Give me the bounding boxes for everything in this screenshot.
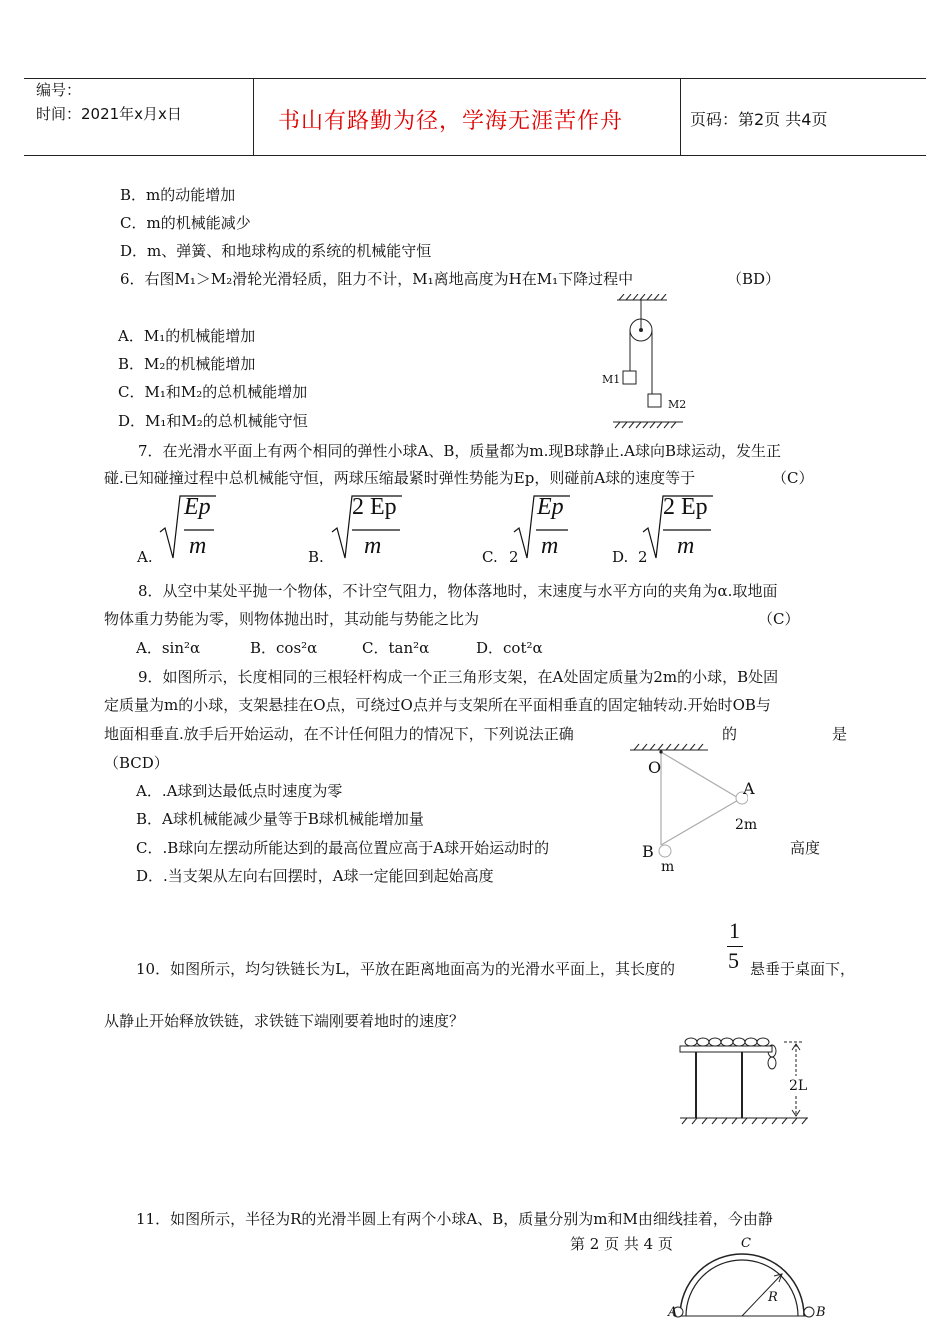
q11-label-a: A <box>668 1305 678 1320</box>
q11-label-b: B <box>816 1305 826 1320</box>
m2-label: M2 <box>668 398 687 411</box>
q11-line-1: 11．如图所示，半径为R的光滑半圆上有两个小球A、B，质量分别为m和M由细线挂着，今由静 <box>136 1210 773 1228</box>
q6-option-d: D．M₁和M₂的总机械能守恒 <box>118 412 308 430</box>
footer-page-number: 第 2 页 共 4 页 <box>570 1235 673 1253</box>
q7-option-c-letter: C. <box>482 548 498 566</box>
pulley-diagram <box>595 294 705 434</box>
q7-option-d-letter: D. <box>612 548 629 566</box>
q8-option-b: B．cos²α <box>250 639 318 657</box>
q9-line-3-tail-2: 是 <box>832 725 848 743</box>
q7-option-a-denominator: m <box>189 533 207 559</box>
q8-answer: （C） <box>758 610 800 628</box>
q10-height-label: 2L <box>789 1078 808 1094</box>
q9-label-o: O <box>648 758 662 777</box>
header-top-rule <box>24 78 926 79</box>
q6-option-a: A．M₁的机械能增加 <box>118 327 256 345</box>
document-number-label: 编号： <box>36 81 82 99</box>
header-bottom-rule <box>24 155 926 156</box>
q7-option-d-coefficient: 2 <box>638 548 648 566</box>
q8-line-1: 8．从空中某处平抛一个物体，不计空气阻力，物体落地时，末速度与水平方向的夹角为α.取地面 <box>138 582 778 600</box>
header-motto: 书山有路勤为径，学海无涯苦作舟 <box>278 109 624 134</box>
q10-fraction-numerator: 1 <box>729 918 740 943</box>
q6-option-c: C．M₁和M₂的总机械能增加 <box>118 383 308 401</box>
q9-label-b: B <box>642 842 654 861</box>
q7-option-d-numerator: 2 Ep <box>663 494 708 520</box>
q9-line-3: 地面相垂直.放手后开始运动，在不计任何阻力的情况下，下列说法正确 <box>104 725 574 743</box>
header-divider-right <box>680 78 681 155</box>
q11-label-r: R <box>768 1290 778 1305</box>
q7-option-b-denominator: m <box>364 533 382 559</box>
q7-answer: （C） <box>772 469 814 487</box>
q9-line-1: 9．如图所示，长度相同的三根轻杆构成一个正三角形支架，在A处固定质量为2m的小球，B处固 <box>138 668 779 686</box>
q8-option-d: D．cot²α <box>476 639 543 657</box>
q9-option-d: D．.当支架从左向右回摆时，A球一定能回到起始高度 <box>136 867 494 885</box>
q9-option-c: C．.B球向左摆动所能达到的最高位置应高于A球开始运动时的 <box>136 839 550 857</box>
q7-option-c-coefficient: 2 <box>509 548 519 566</box>
q7-option-b-letter: B. <box>308 548 324 566</box>
q6-option-b: B．M₂的机械能增加 <box>118 355 256 373</box>
q5-option-b: B．m的动能增加 <box>120 186 236 204</box>
q9-option-a: A．.A球到达最低点时速度为零 <box>136 782 343 800</box>
q7-option-b-numerator: 2 Ep <box>352 494 397 520</box>
q10-line-1: 10．如图所示，均匀铁链长为L，平放在距离地面高为的光滑水平面上，其长度的 <box>136 960 676 978</box>
q7-option-a-numerator: Ep <box>184 494 211 520</box>
q10-line-2: 从静止开始释放铁链，求铁链下端刚要着地时的速度？ <box>104 1012 465 1030</box>
q10-line-1-tail: 悬垂于桌面下， <box>750 960 856 978</box>
q7-option-a-letter: A. <box>137 548 153 566</box>
q8-option-c: C．tan²α <box>362 639 430 657</box>
q5-option-c: C．m的机械能减少 <box>120 214 251 232</box>
q10-fraction-denominator: 5 <box>728 948 739 973</box>
semicircle-diagram <box>664 1238 824 1334</box>
m1-label: M1 <box>602 373 621 386</box>
q9-option-c-tail: 高度 <box>790 839 821 857</box>
q7-option-d-denominator: m <box>677 533 695 559</box>
q9-label-a: A <box>743 779 755 798</box>
header-divider-left <box>253 78 254 155</box>
q8-line-2: 物体重力势能为零，则物体抛出时，其动能与势能之比为 <box>104 610 480 628</box>
q7-option-c-denominator: m <box>541 533 559 559</box>
q9-answer: （BCD） <box>104 754 169 772</box>
page-number-label: 页码：第2页 共4页 <box>690 110 828 129</box>
q10-fraction-bar <box>727 946 743 947</box>
document-time-label: 时间：2021年x月x日 <box>36 105 182 123</box>
q5-option-d: D．m、弹簧、和地球构成的系统的机械能守恒 <box>120 242 432 260</box>
q9-line-2: 定质量为m的小球，支架悬挂在O点，可绕过O点并与支架所在平面相垂直的固定轴转动.开始时OB与 <box>104 696 771 714</box>
q6-stem: 6．右图M₁＞M₂滑轮光滑轻质，阻力不计，M₁离地高度为H在M₁下降过程中 <box>120 270 634 288</box>
q7-line-1: 7．在光滑水平面上有两个相同的弹性小球A、B，质量都为m.现B球静止.A球向B球运动，发生正 <box>138 442 782 460</box>
q9-line-3-tail-1: 的 <box>722 725 738 743</box>
q9-option-b: B．A球机械能减少量等于B球机械能增加量 <box>136 810 424 828</box>
q7-line-2: 碰.已知碰撞过程中总机械能守恒，两球压缩最紧时弹性势能为Ep，则碰前A球的速度等于 <box>104 469 696 487</box>
q11-label-c: C <box>741 1236 751 1251</box>
q9-label-a-mass: 2m <box>735 817 758 833</box>
q6-answer: （BD） <box>727 270 781 288</box>
q9-label-b-mass: m <box>661 859 675 875</box>
q7-option-c-numerator: Ep <box>537 494 564 520</box>
q8-option-a: A．sin²α <box>136 639 201 657</box>
